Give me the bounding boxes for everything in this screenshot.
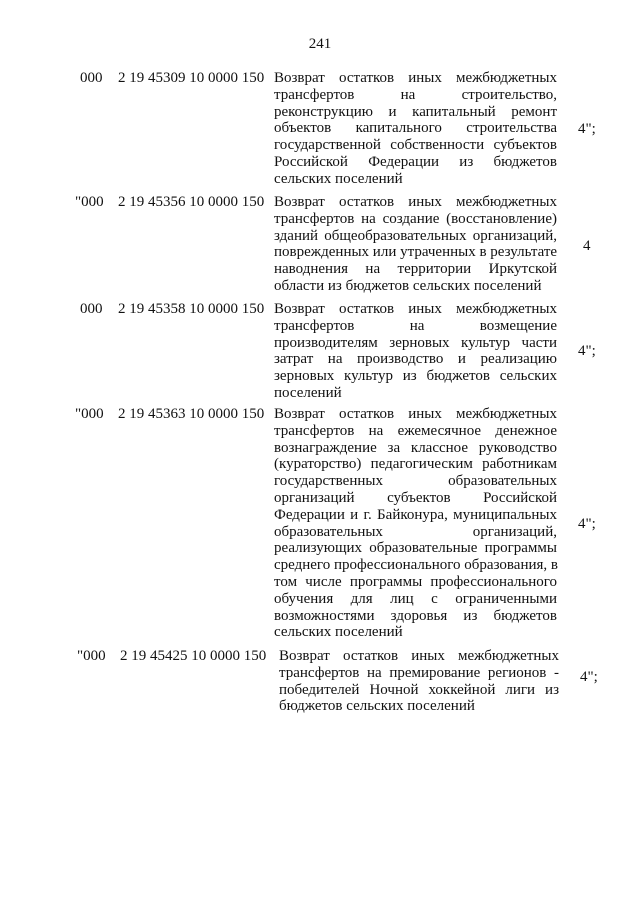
description-line: Возврат остатков иных межбюджетных <box>274 406 557 422</box>
description-line: бюджетов сельских поселений <box>279 698 475 715</box>
description-line: среднего профессионального образования, в <box>274 557 558 574</box>
admin-code: "000 <box>75 194 104 210</box>
description-line: поврежденных или утраченных в результате <box>274 244 558 261</box>
row-description <box>274 70 557 188</box>
budget-classification-code: 2 19 45363 10 0000 150 <box>118 406 265 422</box>
row-value: 4"; <box>578 343 596 359</box>
page-number: 241 <box>308 36 332 52</box>
row-description <box>274 406 557 641</box>
description-line: Возврат остатков иных межбюджетных <box>279 648 559 664</box>
description-line: обучения для лиц с ограниченными <box>274 590 557 607</box>
row-value: 4"; <box>580 669 598 685</box>
description-line: трансфертов на ежемесячное денежное <box>274 422 557 439</box>
description-line: победителей Ночной хоккейной лиги из <box>279 681 559 698</box>
description-line: зерновых культур из бюджетов сельских <box>274 368 557 385</box>
description-line: организаций субъектов Российской <box>274 489 557 506</box>
row-value: 4 <box>583 238 591 254</box>
row-value: 4"; <box>578 516 596 532</box>
description-line: Федерации и г. Байконура, муниципальных <box>274 506 557 523</box>
description-line: том числе программы профессионального <box>274 573 557 590</box>
row-value: 4"; <box>578 121 596 137</box>
description-line: сельских поселений <box>274 170 403 187</box>
description-line: (кураторство) педагогическим работникам <box>274 456 557 473</box>
description-line: вознаграждение за классное руководство <box>274 439 557 456</box>
description-line: Возврат остатков иных межбюджетных <box>274 70 557 86</box>
budget-classification-code: 2 19 45356 10 0000 150 <box>118 194 265 210</box>
admin-code: 000 <box>80 70 103 86</box>
row-description <box>274 194 557 295</box>
description-line: возможностями здоровья из бюджетов <box>274 607 557 624</box>
description-line: области из бюджетов сельских поселений <box>274 277 542 294</box>
description-line: реконструкцию и капитальный ремонт <box>274 103 557 120</box>
description-line: трансфертов на строительство, <box>274 86 557 103</box>
description-line: трансфертов на возмещение <box>274 317 557 334</box>
description-line: производителям зерновых культур части <box>274 334 557 351</box>
admin-code: "000 <box>77 648 106 664</box>
description-line: трансфертов на премирование регионов - <box>279 664 559 681</box>
row-description <box>279 648 559 715</box>
description-line: Российской Федерации из бюджетов <box>274 153 557 170</box>
description-line: реализующих образовательные программы <box>274 540 557 557</box>
description-line: Возврат остатков иных межбюджетных <box>274 301 557 317</box>
admin-code: "000 <box>75 406 104 422</box>
description-line: поселений <box>274 384 342 401</box>
admin-code: 000 <box>80 301 103 317</box>
description-line: государственных образовательных <box>274 473 557 490</box>
description-line: зданий общеобразовательных организаций, <box>274 227 557 244</box>
description-line: объектов капитального строительства <box>274 120 557 137</box>
description-line: наводнения на территории Иркутской <box>274 261 557 278</box>
description-line: Возврат остатков иных межбюджетных <box>274 194 557 210</box>
description-line: затрат на производство и реализацию <box>274 351 557 368</box>
row-description <box>274 301 557 402</box>
description-line: трансфертов на создание (восстановление) <box>274 210 557 227</box>
description-line: государственной собственности субъектов <box>274 137 557 154</box>
budget-classification-code: 2 19 45425 10 0000 150 <box>120 648 267 664</box>
description-line: сельских поселений <box>274 624 403 641</box>
budget-classification-code: 2 19 45358 10 0000 150 <box>118 301 265 317</box>
description-line: образовательных организаций, <box>274 523 557 540</box>
budget-classification-code: 2 19 45309 10 0000 150 <box>118 70 265 86</box>
